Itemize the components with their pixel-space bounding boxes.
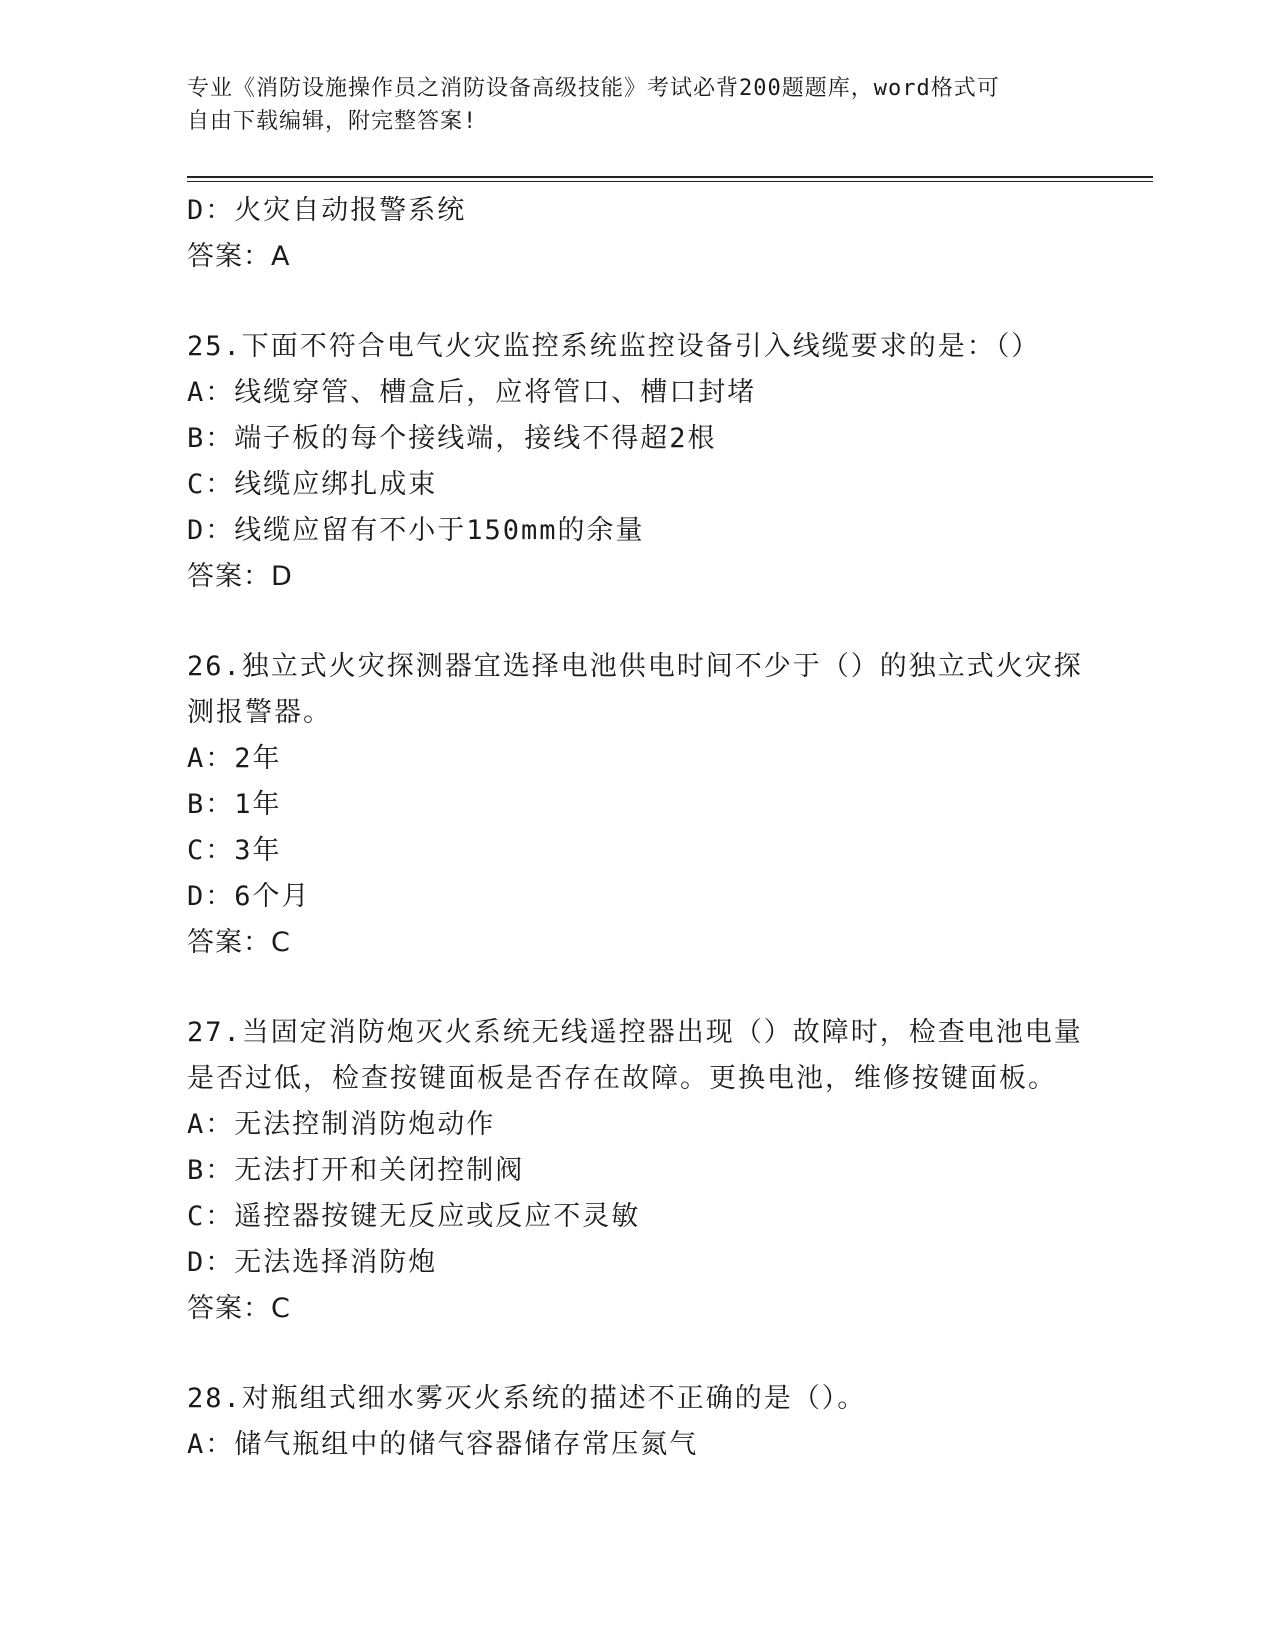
question-stem: 26.独立式火灾探测器宜选择电池供电时间不少于（）的独立式火灾探 <box>187 651 1083 682</box>
question-stem-continued: 测报警器。 <box>187 697 332 728</box>
answer: 答案：C <box>187 927 291 958</box>
spacer <box>187 966 1087 1010</box>
header-divider-thin <box>187 181 1153 182</box>
question-block <box>187 1376 1087 1468</box>
question-block <box>187 324 1087 600</box>
question-stem: 25.下面不符合电气火灾监控系统监控设备引入线缆要求的是：（） <box>187 331 1041 362</box>
answer: 答案：D <box>187 561 293 592</box>
header-divider <box>187 176 1153 178</box>
option-b: B：无法打开和关闭控制阀 <box>187 1155 525 1186</box>
option-c: C：遥控器按键无反应或反应不灵敏 <box>187 1201 641 1232</box>
option-a: A：线缆穿管、槽盒后，应将管口、槽口封堵 <box>187 377 757 408</box>
option-d: D：无法选择消防炮 <box>187 1247 438 1278</box>
question-stem-continued: 是否过低，检查按键面板是否存在故障。更换电池，维修按键面板。 <box>187 1063 1057 1094</box>
spacer <box>187 600 1087 644</box>
question-stem: 27.当固定消防炮灭火系统无线遥控器出现（）故障时，检查电池电量 <box>187 1017 1083 1048</box>
answer: 答案：C <box>187 1293 291 1324</box>
option-b: B：端子板的每个接线端，接线不得超2根 <box>187 423 717 454</box>
option-b: B：1年 <box>187 789 282 820</box>
option-a: A：储气瓶组中的储气容器储存常压氮气 <box>187 1429 699 1460</box>
option-d: D：6个月 <box>187 881 311 912</box>
question-content <box>187 188 1087 1468</box>
option-a: A：2年 <box>187 743 282 774</box>
option-d: D：线缆应留有不小于150mm的余量 <box>187 515 645 546</box>
header-line-1: 专业《消防设施操作员之消防设备高级技能》考试必背200题题库，word格式可 <box>187 76 1000 101</box>
option-a: A：无法控制消防炮动作 <box>187 1109 496 1140</box>
spacer <box>187 280 1087 324</box>
header-line-2: 自由下载编辑，附完整答案! <box>187 109 478 134</box>
carryover-option-d: D：火灾自动报警系统 <box>187 195 467 226</box>
option-c: C：线缆应绑扎成束 <box>187 469 438 500</box>
document-header <box>187 72 1087 138</box>
question-stem: 28.对瓶组式细水雾灭火系统的描述不正确的是（）。 <box>187 1383 867 1414</box>
question-block <box>187 1010 1087 1332</box>
question-block <box>187 644 1087 966</box>
spacer <box>187 1332 1087 1376</box>
option-c: C：3年 <box>187 835 282 866</box>
carryover-answer: 答案：A <box>187 241 291 272</box>
